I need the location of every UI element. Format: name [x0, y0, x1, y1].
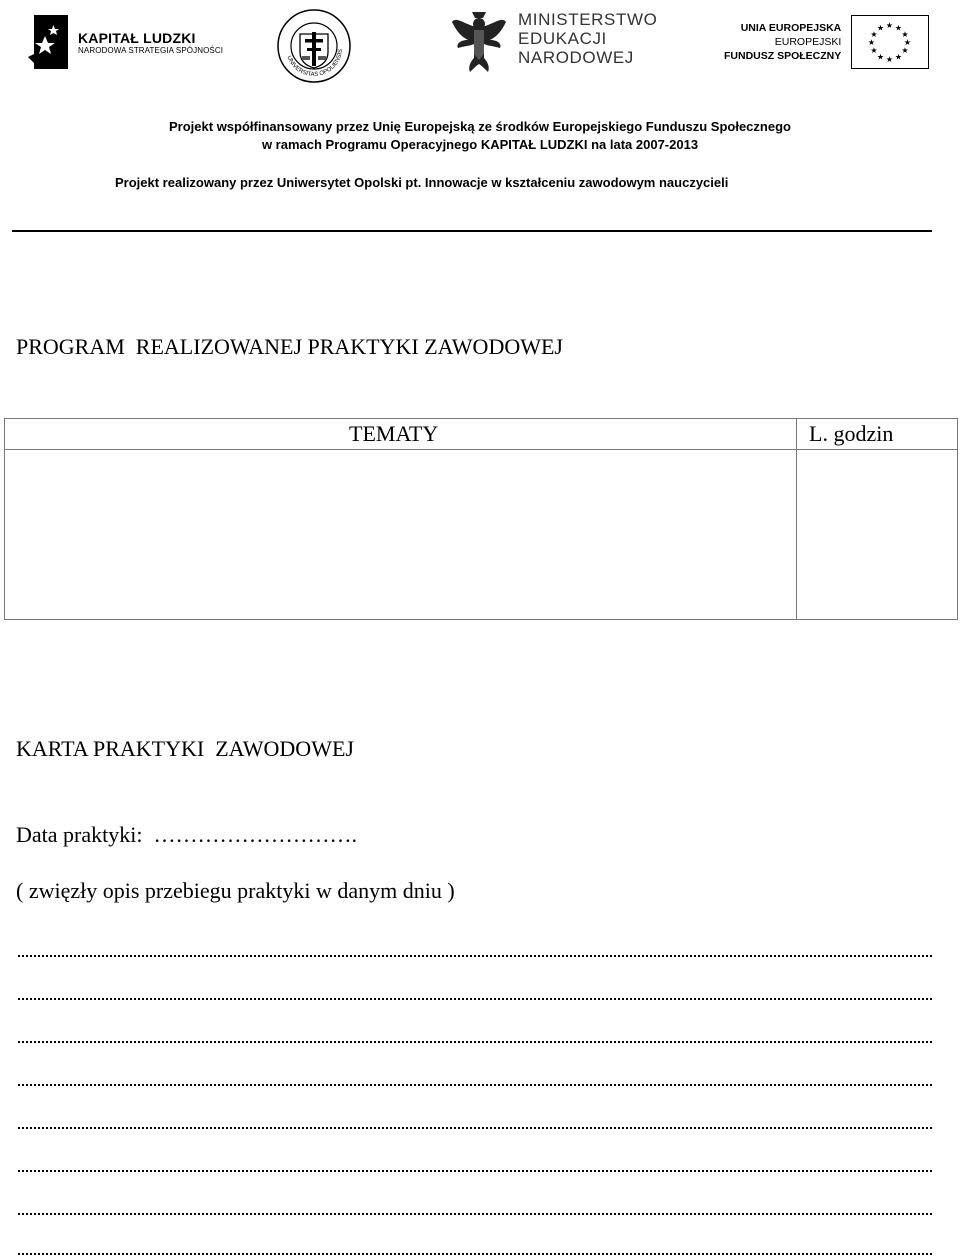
logo-bar [0, 0, 960, 90]
ministry-line-2: EDUKACJI [518, 29, 607, 48]
col-header-topics: TEMATY [349, 421, 439, 446]
svg-text:★: ★ [895, 52, 903, 62]
program-heading: PROGRAM REALIZOWANEJ PRAKTYKI ZAWODOWEJ [16, 334, 563, 359]
col-header-hours: L. godzin [809, 421, 894, 446]
eu-line-1: UNIA EUROPEJSKA [740, 22, 842, 34]
ministry-logo [450, 10, 657, 76]
polish-eagle-icon [450, 10, 508, 74]
kapital-ludzki-subtitle: NARODOWA STRATEGIA SPÓJNOŚCI [78, 45, 224, 55]
table-column-divider [796, 419, 797, 619]
writing-line [18, 1253, 932, 1255]
svg-text:★: ★ [886, 21, 894, 30]
eu-flag [851, 15, 929, 69]
date-field-label: Data praktyki: ………………………. [16, 822, 357, 847]
writing-line [18, 1041, 932, 1043]
svg-text:★: ★ [870, 30, 878, 39]
kapital-ludzki-emblem-icon [28, 13, 70, 71]
header-divider [12, 230, 932, 232]
topics-table [4, 418, 958, 620]
eu-line-3: FUNDUSZ SPOŁECZNY [724, 50, 842, 62]
svg-text:★: ★ [870, 46, 878, 55]
funding-note-line-1: Projekt współfinansowany przez Unię Europejską ze środków Europejskiego Funduszu Społecznego [169, 119, 791, 134]
ministry-line-3: NARODOWEJ [518, 48, 634, 67]
writing-line [18, 1127, 932, 1129]
university-seal-icon [276, 8, 352, 84]
svg-text:★: ★ [895, 23, 903, 33]
university-seal-logo [276, 8, 352, 84]
funding-note-line-2: w ramach Programu Operacyjnego KAPITAŁ LUDZKI na lata 2007-2013 [261, 137, 699, 152]
svg-text:★: ★ [886, 55, 894, 64]
eu-logo [724, 14, 929, 70]
seal-text-top [276, 8, 352, 10]
project-line: Projekt realizowany przez Uniwersytet Opolski pt. Innowacje w kształceniu zawodowym nauczycieli [115, 175, 729, 190]
svg-text:★: ★ [877, 23, 885, 33]
description-hint: ( zwięzły opis przebiegu praktyki w danym dniu ) [16, 878, 455, 903]
writing-line [18, 1084, 932, 1086]
eu-line-2: EUROPEJSKI [774, 36, 842, 48]
writing-line [18, 1170, 932, 1172]
svg-text:★: ★ [901, 30, 909, 39]
writing-line [18, 955, 932, 957]
kapital-ludzki-title: KAPITAŁ LUDZKI [78, 29, 196, 46]
karta-heading: KARTA PRAKTYKI ZAWODOWEJ [16, 736, 354, 761]
writing-line [18, 1213, 932, 1215]
svg-text:★: ★ [877, 52, 885, 62]
svg-text:★: ★ [904, 38, 912, 47]
seal-text-bottom: UNIVERSITAS OPOLIENSIS [285, 48, 345, 79]
kapital-ludzki-logo [28, 12, 223, 72]
writing-line [18, 998, 932, 1000]
topics-table-header [5, 419, 957, 450]
eu-stars-icon [852, 16, 927, 67]
svg-text:★: ★ [868, 38, 876, 47]
ministry-line-1: MINISTERSTWO [518, 10, 658, 29]
svg-text:★: ★ [901, 46, 909, 55]
